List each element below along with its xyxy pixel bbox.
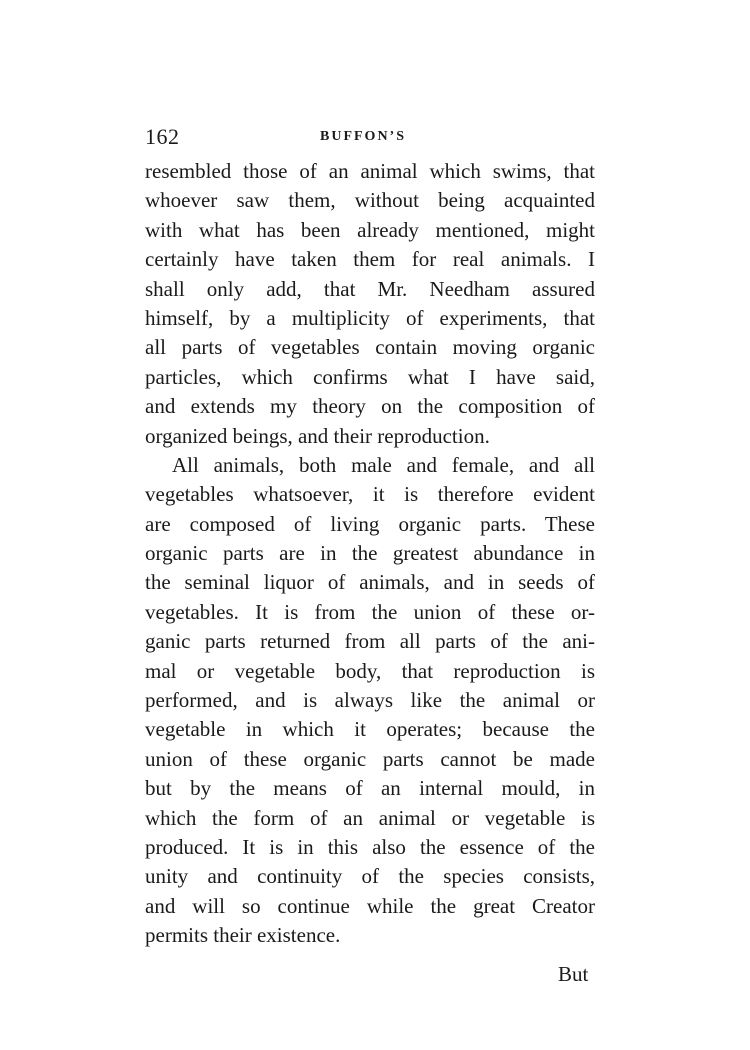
text-line: union of these organic parts cannot be made: [145, 746, 595, 771]
page-number: 162: [145, 124, 180, 149]
text-line: All animals, both male and female, and all: [172, 452, 595, 477]
body-text: [145, 157, 595, 951]
text-line: vegetables. It is from the union of these or-: [145, 599, 595, 624]
text-line: certainly have taken them for real animals. I: [145, 247, 595, 272]
text-line: permits their existence.: [145, 923, 341, 948]
text-line: ganic parts returned from all parts of the ani-: [145, 629, 595, 654]
text-line: himself, by a multiplicity of experiments, that: [145, 305, 595, 330]
text-line: are composed of living organic parts. These: [145, 511, 595, 536]
text-line: vegetables whatsoever, it is therefore evident: [145, 482, 595, 507]
text-line: the seminal liquor of animals, and in seeds of: [145, 570, 595, 595]
text-line: whoever saw them, without being acquainted: [145, 188, 595, 213]
text-line: and will so continue while the great Creator: [145, 893, 595, 918]
text-line: with what has been already mentioned, might: [145, 217, 595, 242]
text-line: unity and continuity of the species consists,: [145, 864, 595, 889]
text-line: produced. It is in this also the essence of the: [145, 834, 595, 859]
text-line: which the form of an animal or vegetable is: [145, 805, 595, 830]
text-line: but by the means of an internal mould, in: [145, 776, 595, 801]
text-line: vegetable in which it operates; because the: [145, 717, 595, 742]
paragraph-1: [145, 157, 595, 451]
text-line: mal or vegetable body, that reproduction is: [145, 658, 595, 683]
text-line: all parts of vegetables contain moving organic: [145, 335, 595, 360]
text-line: shall only add, that Mr. Needham assured: [145, 276, 595, 301]
catchword: But: [558, 962, 589, 986]
paragraph-2: [145, 451, 595, 951]
page-header: [145, 124, 595, 154]
text-line: performed, and is always like the animal or: [145, 688, 595, 713]
text-line: organized beings, and their reproduction.: [145, 423, 490, 448]
text-line: organic parts are in the greatest abundance in: [145, 541, 595, 566]
text-line: resembled those of an animal which swims, that: [145, 159, 595, 183]
text-line: and extends my theory on the composition of: [145, 394, 595, 419]
text-line: particles, which confirms what I have said,: [145, 364, 595, 389]
running-head: BUFFON’S: [320, 129, 406, 144]
